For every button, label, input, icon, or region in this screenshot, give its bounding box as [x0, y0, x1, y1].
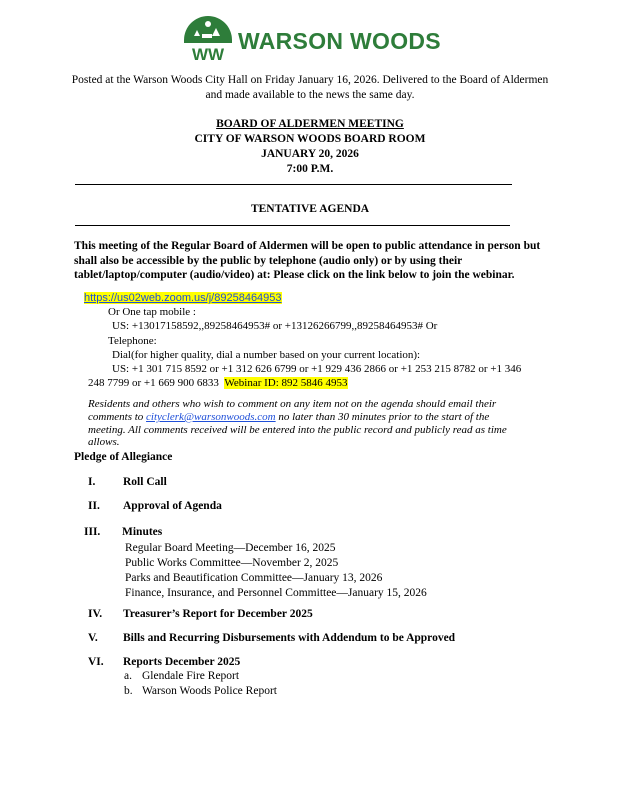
report-text: Glendale Fire Report: [142, 670, 240, 682]
residents-note-line: Residents and others who wish to comment on any item not on the agenda should email their: [88, 398, 497, 410]
minutes-list: [125, 541, 427, 601]
clerk-email-link[interactable]: cityclerk@warsonwoods.com: [146, 410, 276, 423]
one-tap-numbers: US: +13017158592,,89258464953# or +13126266799,,89258464953# Or: [112, 320, 438, 333]
item-number: V.: [88, 632, 98, 644]
posted-notice-line: Posted at the Warson Woods City Hall on Friday January 16, 2026. Delivered to the Board of Aldermen: [71, 74, 549, 86]
minutes-item: Finance, Insurance, and Personnel Committee—January 15, 2026: [125, 587, 427, 599]
minutes-item: Regular Board Meeting—December 16, 2025: [125, 542, 336, 554]
meeting-time: 7:00 P.M.: [286, 163, 334, 175]
item-number: II.: [88, 500, 100, 512]
item-number: VI.: [88, 656, 104, 668]
report-item: [124, 684, 277, 699]
minutes-item: Public Works Committee—November 2, 2025: [125, 557, 339, 569]
item-text: Reports December 2025: [123, 656, 241, 668]
item-text: Treasurer’s Report for December 2025: [123, 608, 313, 620]
report-marker: a.: [124, 670, 132, 682]
meeting-heading: [60, 117, 560, 177]
item-text: Bills and Recurring Disbursements with Addendum to be Approved: [123, 632, 456, 644]
item-number: III.: [84, 526, 101, 538]
residents-note-text: comments to: [88, 410, 147, 423]
posted-notice: [60, 73, 560, 103]
report-marker: b.: [124, 685, 133, 697]
item-text: Approval of Agenda: [123, 500, 222, 512]
agenda-title: TENTATIVE AGENDA: [250, 203, 370, 215]
divider: [75, 184, 512, 185]
residents-note-line: meeting. All comments received will be entered into the public record and publicly read as time: [88, 423, 507, 436]
zoom-info: [84, 291, 554, 390]
item-number: IV.: [88, 608, 103, 620]
residents-note-line: allows.: [88, 436, 120, 449]
one-tap-label: Or One tap mobile :: [108, 306, 196, 319]
meeting-location: CITY OF WARSON WOODS BOARD ROOM: [194, 133, 426, 145]
divider: [75, 225, 510, 226]
city-logo: [182, 14, 441, 70]
logo-text: WARSON WOODS: [238, 28, 441, 54]
posted-notice-line: and made available to the news the same day.: [205, 89, 415, 101]
minutes-item: Parks and Beautification Committee—January 13, 2026: [125, 572, 383, 584]
dial-numbers-cont: 248 7799 or +1 669 900 6833: [88, 377, 219, 390]
dial-numbers: US: +1 301 715 8592 or +1 312 626 6799 or +1 929 436 2866 or +1 253 215 8782 or +1 346: [112, 363, 522, 376]
report-item: [124, 669, 277, 684]
intro-line: tablet/laptop/computer (audio/video) at: Please click on the link below to join the webinar.: [74, 269, 515, 281]
meeting-title: BOARD OF ALDERMEN MEETING: [216, 118, 404, 130]
item-text: Minutes: [122, 526, 163, 538]
zoom-link[interactable]: https://us02web.zoom.us/j/89258464953: [84, 292, 282, 304]
residents-note-text: no later than 30 minutes prior to the start of the: [275, 410, 490, 423]
intro-paragraph: [74, 239, 554, 283]
intro-line: This meeting of the Regular Board of Aldermen will be open to public attendance in person but: [74, 240, 541, 252]
warson-woods-emblem-icon: [182, 14, 234, 70]
telephone-label: Telephone:: [108, 334, 157, 347]
report-text: Warson Woods Police Report: [142, 685, 277, 697]
dial-instruction: Dial(for higher quality, dial a number based on your current location):: [112, 348, 421, 361]
residents-note: [88, 398, 548, 449]
item-text: Roll Call: [123, 476, 167, 488]
intro-line: shall also be accessible by the public by telephone (audio only) or by using their: [74, 254, 463, 267]
svg-text:WW: WW: [191, 45, 225, 64]
pledge-heading: Pledge of Allegiance: [74, 451, 173, 463]
meeting-date: JANUARY 20, 2026: [261, 148, 359, 160]
webinar-id: Webinar ID: 892 5846 4953: [224, 377, 348, 390]
item-number: I.: [88, 476, 96, 488]
reports-list: [124, 669, 277, 699]
